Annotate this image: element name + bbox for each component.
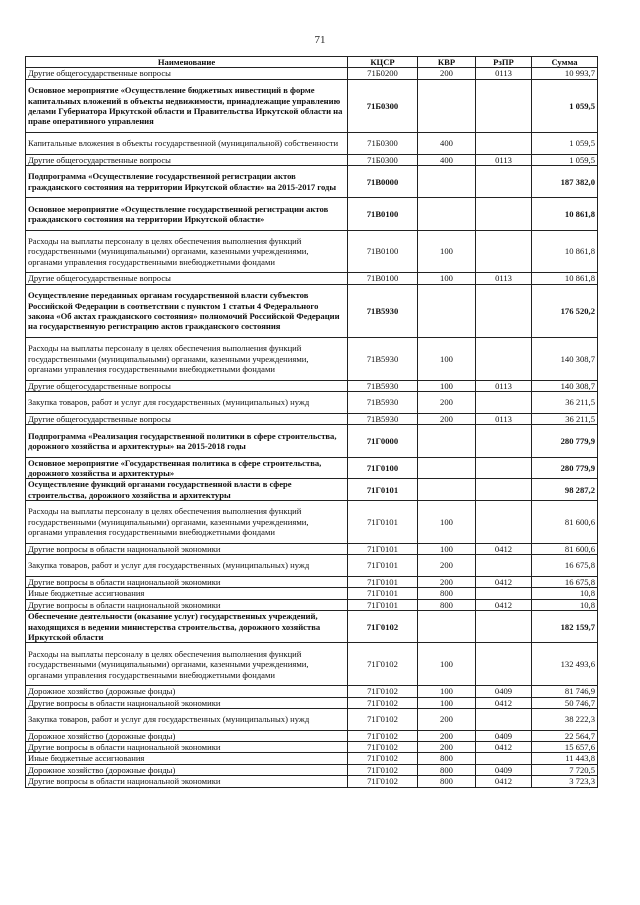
- cell-rzpr: [476, 230, 532, 273]
- cell-kvr: 100: [418, 338, 476, 381]
- cell-name: Закупка товаров, работ и услуг для государственных (муниципальных) нужд: [26, 709, 348, 731]
- cell-rzpr: [476, 166, 532, 198]
- cell-sum: 1 059,5: [532, 133, 598, 155]
- table-row: [26, 742, 598, 753]
- cell-sum: 36 211,5: [532, 413, 598, 424]
- cell-rzpr: [476, 284, 532, 337]
- cell-rzpr: [476, 133, 532, 155]
- cell-kvr: 200: [418, 555, 476, 577]
- table-row: [26, 611, 598, 643]
- table-row: [26, 686, 598, 697]
- cell-kcsr: 71Г0101: [348, 599, 418, 610]
- table-row: [26, 166, 598, 198]
- cell-kcsr: 71В5930: [348, 392, 418, 414]
- column-header-rzpr: РзПР: [476, 57, 532, 68]
- cell-sum: 132 493,6: [532, 643, 598, 686]
- table-row: [26, 425, 598, 457]
- cell-kcsr: 71Г0101: [348, 501, 418, 544]
- cell-rzpr: 0113: [476, 273, 532, 284]
- cell-kvr: 200: [418, 68, 476, 79]
- cell-kvr: [418, 479, 476, 501]
- cell-kvr: [418, 166, 476, 198]
- cell-name: Другие общегосударственные вопросы: [26, 68, 348, 79]
- cell-kvr: 100: [418, 697, 476, 708]
- cell-sum: 16 675,8: [532, 576, 598, 587]
- cell-name: Основное мероприятие «Осуществление государственной регистрации актов гражданского состояния на территории Иркутской области»: [26, 198, 348, 230]
- cell-kcsr: 71Г0000: [348, 425, 418, 457]
- cell-sum: 140 308,7: [532, 338, 598, 381]
- cell-sum: 50 746,7: [532, 697, 598, 708]
- table-row: [26, 392, 598, 414]
- cell-kvr: 100: [418, 273, 476, 284]
- cell-kcsr: 71Г0101: [348, 479, 418, 501]
- cell-sum: 10,8: [532, 599, 598, 610]
- cell-kvr: [418, 457, 476, 479]
- table-row: [26, 479, 598, 501]
- cell-name: Другие вопросы в области национальной экономики: [26, 576, 348, 587]
- cell-sum: 10 861,8: [532, 230, 598, 273]
- cell-kcsr: 71Г0101: [348, 588, 418, 599]
- cell-sum: 16 675,8: [532, 555, 598, 577]
- table-row: [26, 543, 598, 554]
- cell-name: Основное мероприятие «Государственная политика в сфере строительства, дорожного хозяйства и архитектуры»: [26, 457, 348, 479]
- cell-name: Иные бюджетные ассигнования: [26, 588, 348, 599]
- cell-sum: 15 657,6: [532, 742, 598, 753]
- cell-rzpr: [476, 79, 532, 132]
- cell-sum: 3 723,3: [532, 776, 598, 787]
- cell-rzpr: 0113: [476, 413, 532, 424]
- cell-sum: 1 059,5: [532, 79, 598, 132]
- cell-kcsr: 71Г0102: [348, 742, 418, 753]
- column-header-sum: Сумма: [532, 57, 598, 68]
- cell-name: Дорожное хозяйство (дорожные фонды): [26, 686, 348, 697]
- table-row: [26, 68, 598, 79]
- cell-rzpr: [476, 555, 532, 577]
- cell-kvr: [418, 611, 476, 643]
- table-row: [26, 730, 598, 741]
- table-row: [26, 154, 598, 165]
- cell-sum: 10 861,8: [532, 273, 598, 284]
- cell-kvr: 100: [418, 380, 476, 391]
- cell-kcsr: 71Б0300: [348, 133, 418, 155]
- table-row: [26, 338, 598, 381]
- cell-sum: 98 287,2: [532, 479, 598, 501]
- cell-rzpr: 0412: [476, 576, 532, 587]
- table-row: [26, 643, 598, 686]
- table-row: [26, 599, 598, 610]
- cell-sum: 7 720,5: [532, 764, 598, 775]
- cell-rzpr: 0409: [476, 686, 532, 697]
- table-row: [26, 79, 598, 132]
- cell-name: Другие вопросы в области национальной экономики: [26, 543, 348, 554]
- cell-rzpr: [476, 198, 532, 230]
- cell-name: Осуществление переданных органам государственной власти субъектов Российской Федерации в соответствии с пунктом 1 статьи 4 Федерального закона «Об актах гражданского состояния» полномочий Российской Федерации на государственную регистрацию актов гражданского состояния: [26, 284, 348, 337]
- cell-rzpr: [476, 753, 532, 764]
- cell-kcsr: 71Б0300: [348, 79, 418, 132]
- cell-rzpr: 0409: [476, 764, 532, 775]
- cell-name: Другие вопросы в области национальной экономики: [26, 697, 348, 708]
- cell-kvr: 400: [418, 133, 476, 155]
- cell-name: Расходы на выплаты персоналу в целях обеспечения выполнения функций государственными (муниципальными) органами, казенными учреждениями, органами управления государственными внебюджетными фондами: [26, 501, 348, 544]
- cell-kcsr: 71В5930: [348, 380, 418, 391]
- column-header-name: Наименование: [26, 57, 348, 68]
- cell-kcsr: 71Г0102: [348, 753, 418, 764]
- budget-table: [25, 56, 598, 788]
- cell-kcsr: 71Г0101: [348, 576, 418, 587]
- table-row: [26, 198, 598, 230]
- cell-name: Закупка товаров, работ и услуг для государственных (муниципальных) нужд: [26, 555, 348, 577]
- cell-sum: 176 520,2: [532, 284, 598, 337]
- cell-sum: 36 211,5: [532, 392, 598, 414]
- table-row: [26, 588, 598, 599]
- cell-sum: 81 746,9: [532, 686, 598, 697]
- cell-kcsr: 71Г0102: [348, 611, 418, 643]
- cell-rzpr: 0113: [476, 68, 532, 79]
- table-row: [26, 413, 598, 424]
- cell-name: Другие вопросы в области национальной экономики: [26, 776, 348, 787]
- cell-kcsr: 71Г0101: [348, 543, 418, 554]
- table-header-row: [26, 57, 598, 68]
- cell-kcsr: 71В0000: [348, 166, 418, 198]
- cell-kvr: 800: [418, 599, 476, 610]
- table-body: [26, 68, 598, 787]
- cell-kcsr: 71В0100: [348, 273, 418, 284]
- cell-sum: 22 564,7: [532, 730, 598, 741]
- cell-name: Другие вопросы в области национальной экономики: [26, 742, 348, 753]
- cell-kcsr: 71В0100: [348, 198, 418, 230]
- cell-kcsr: 71В0100: [348, 230, 418, 273]
- cell-sum: 1 059,5: [532, 154, 598, 165]
- cell-kvr: [418, 198, 476, 230]
- cell-rzpr: [476, 643, 532, 686]
- page-number: 71: [314, 34, 326, 46]
- table-row: [26, 555, 598, 577]
- cell-kvr: 800: [418, 776, 476, 787]
- table-row: [26, 697, 598, 708]
- cell-name: Дорожное хозяйство (дорожные фонды): [26, 764, 348, 775]
- cell-kcsr: 71Г0102: [348, 643, 418, 686]
- cell-kcsr: 71В5930: [348, 338, 418, 381]
- column-header-kcsr: КЦСР: [348, 57, 418, 68]
- cell-kvr: 800: [418, 753, 476, 764]
- cell-kcsr: 71Г0102: [348, 686, 418, 697]
- cell-kcsr: 71В5930: [348, 284, 418, 337]
- cell-kvr: 200: [418, 709, 476, 731]
- cell-sum: 140 308,7: [532, 380, 598, 391]
- cell-kvr: 200: [418, 576, 476, 587]
- cell-kvr: [418, 425, 476, 457]
- cell-sum: 38 222,3: [532, 709, 598, 731]
- cell-kcsr: 71В5930: [348, 413, 418, 424]
- cell-name: Основное мероприятие «Осуществление бюджетных инвестиций в форме капитальных вложений в объекты недвижимости, принадлежащие управлению делами Губернатора Иркутской области и Правительства Иркутской области на праве оперативного управления: [26, 79, 348, 132]
- cell-rzpr: [476, 425, 532, 457]
- cell-name: Осуществление функций органами государственной власти в сфере строительства, дорожного хозяйства и архитектуры: [26, 479, 348, 501]
- table-row: [26, 284, 598, 337]
- cell-rzpr: [476, 709, 532, 731]
- table-row: [26, 273, 598, 284]
- cell-kcsr: 71Б0300: [348, 154, 418, 165]
- cell-rzpr: [476, 457, 532, 479]
- cell-name: Другие общегосударственные вопросы: [26, 273, 348, 284]
- cell-name: Другие общегосударственные вопросы: [26, 154, 348, 165]
- table-row: [26, 709, 598, 731]
- table-row: [26, 230, 598, 273]
- cell-kvr: 100: [418, 501, 476, 544]
- cell-rzpr: 0113: [476, 380, 532, 391]
- cell-kvr: 200: [418, 742, 476, 753]
- table-row: [26, 501, 598, 544]
- cell-rzpr: [476, 588, 532, 599]
- cell-sum: 11 443,8: [532, 753, 598, 764]
- cell-kvr: 200: [418, 392, 476, 414]
- table-row: [26, 133, 598, 155]
- cell-rzpr: [476, 479, 532, 501]
- cell-name: Другие вопросы в области национальной экономики: [26, 599, 348, 610]
- cell-kcsr: 71Г0102: [348, 764, 418, 775]
- cell-kvr: [418, 284, 476, 337]
- cell-sum: 280 779,9: [532, 425, 598, 457]
- cell-kvr: 200: [418, 730, 476, 741]
- cell-rzpr: 0409: [476, 730, 532, 741]
- table-row: [26, 753, 598, 764]
- column-header-kvr: КВР: [418, 57, 476, 68]
- cell-kcsr: 71Б0200: [348, 68, 418, 79]
- table-row: [26, 776, 598, 787]
- cell-sum: 10,8: [532, 588, 598, 599]
- cell-kcsr: 71Г0102: [348, 730, 418, 741]
- cell-name: Расходы на выплаты персоналу в целях обеспечения выполнения функций государственными (муниципальными) органами, казенными учреждениями, органами управления государственными внебюджетными фондами: [26, 230, 348, 273]
- cell-rzpr: [476, 611, 532, 643]
- cell-rzpr: 0412: [476, 776, 532, 787]
- cell-rzpr: [476, 338, 532, 381]
- cell-rzpr: 0412: [476, 697, 532, 708]
- cell-rzpr: [476, 392, 532, 414]
- cell-rzpr: 0113: [476, 154, 532, 165]
- cell-kvr: 200: [418, 413, 476, 424]
- cell-sum: 182 159,7: [532, 611, 598, 643]
- cell-kcsr: 71Г0102: [348, 697, 418, 708]
- cell-name: Капитальные вложения в объекты государственной (муниципальной) собственности: [26, 133, 348, 155]
- table-row: [26, 380, 598, 391]
- cell-name: Расходы на выплаты персоналу в целях обеспечения выполнения функций государственными (муниципальными) органами, казенными учреждениями, органами управления государственными внебюджетными фондами: [26, 338, 348, 381]
- cell-kcsr: 71Г0101: [348, 555, 418, 577]
- cell-name: Дорожное хозяйство (дорожные фонды): [26, 730, 348, 741]
- cell-kvr: 400: [418, 154, 476, 165]
- cell-name: Подпрограмма «Реализация государственной политики в сфере строительства, дорожного хозяйства и архитектуры» на 2015-2018 годы: [26, 425, 348, 457]
- cell-kvr: 100: [418, 230, 476, 273]
- cell-kvr: 100: [418, 686, 476, 697]
- cell-rzpr: [476, 501, 532, 544]
- cell-sum: 10 993,7: [532, 68, 598, 79]
- cell-name: Расходы на выплаты персоналу в целях обеспечения выполнения функций государственными (муниципальными) органами, казенными учреждениями, органами управления государственными внебюджетными фондами: [26, 643, 348, 686]
- cell-name: Другие общегосударственные вопросы: [26, 413, 348, 424]
- cell-name: Подпрограмма «Осуществление государственной регистрации актов гражданского состояния на территории Иркутской области» на 2015-2017 годы: [26, 166, 348, 198]
- cell-sum: 10 861,8: [532, 198, 598, 230]
- cell-kcsr: 71Г0102: [348, 709, 418, 731]
- cell-name: Иные бюджетные ассигнования: [26, 753, 348, 764]
- table-row: [26, 457, 598, 479]
- cell-rzpr: 0412: [476, 599, 532, 610]
- cell-kcsr: 71Г0100: [348, 457, 418, 479]
- cell-kvr: 100: [418, 643, 476, 686]
- cell-sum: 280 779,9: [532, 457, 598, 479]
- cell-sum: 81 600,6: [532, 501, 598, 544]
- table-row: [26, 764, 598, 775]
- cell-name: Закупка товаров, работ и услуг для государственных (муниципальных) нужд: [26, 392, 348, 414]
- cell-kvr: 800: [418, 764, 476, 775]
- cell-kvr: 800: [418, 588, 476, 599]
- cell-rzpr: 0412: [476, 742, 532, 753]
- cell-sum: 81 600,6: [532, 543, 598, 554]
- cell-rzpr: 0412: [476, 543, 532, 554]
- cell-name: Другие общегосударственные вопросы: [26, 380, 348, 391]
- cell-name: Обеспечение деятельности (оказание услуг) государственных учреждений, находящихся в ведении министерства строительства, дорожного хозяйства Иркутской области: [26, 611, 348, 643]
- table-row: [26, 576, 598, 587]
- cell-kcsr: 71Г0102: [348, 776, 418, 787]
- cell-sum: 187 382,0: [532, 166, 598, 198]
- cell-kvr: [418, 79, 476, 132]
- cell-kvr: 100: [418, 543, 476, 554]
